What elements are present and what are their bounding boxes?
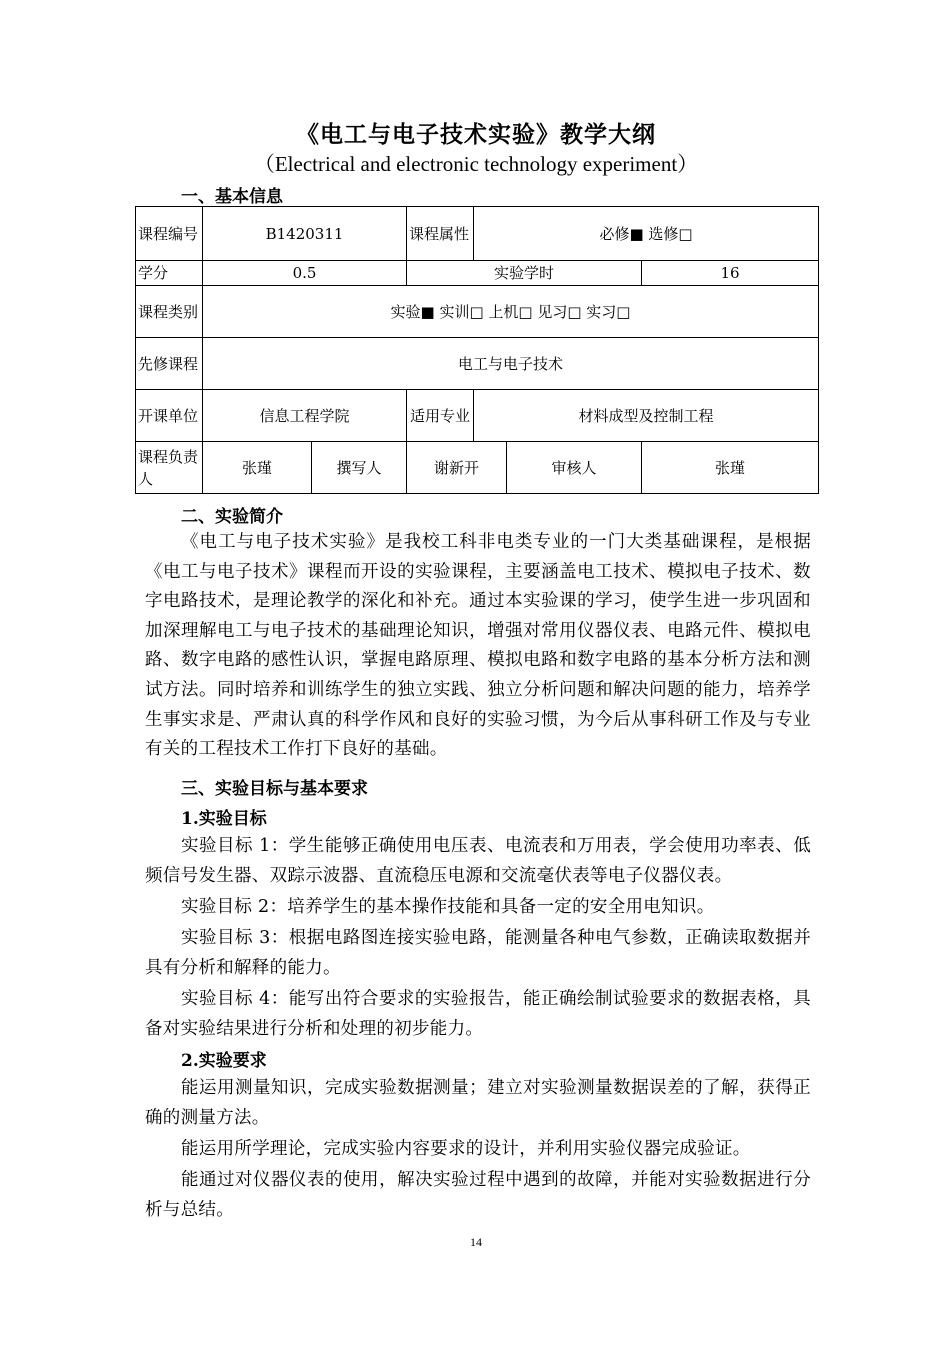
goal-4-paragraph: 实验目标 4：能写出符合要求的实验报告，能正确绘制试验要求的数据表格，具备对实验结果进行分析和处理的初步能力。 [145,989,811,1039]
document-title: 《电工与电子技术实验》教学大纲 [296,121,656,148]
credit-value: 0.5 [203,261,407,286]
owner-value: 张瑾 [203,442,312,494]
hours-label: 实验学时 [407,261,642,286]
goal-2-paragraph: 实验目标 2：培养学生的基本操作技能和具备一定的安全用电知识。 [181,897,715,917]
writer-label: 撰写人 [312,442,407,494]
requirements-subheading: 2.实验要求 [181,1051,267,1071]
basic-info-table [135,206,819,494]
owner-label: 课程负责人 [136,442,203,494]
section-basic-info-heading: 一、基本信息 [181,187,283,207]
writer-value: 谢新开 [407,442,507,494]
intro-paragraph: 《电工与电子技术实验》是我校工科非电类专业的一门大类基础课程，是根据《电工与电子技术》课程而开设的实验课程，主要涵盖电工技术、模拟电子技术、数字电路技术，是理论教学的深化和补充。通过本实验课的学习，使学生进一步巩固和加深理解电工与电子技术的基础理论知识，增强对常用仪器仪表、电路元件、模拟电路、数字电路的感性认识，掌握电路原理、模拟电路和数字电路的基本分析方法和测试方法。同时培养和训练学生的独立实践、独立分析问题和解决问题的能力，培养学生事实求是、严肃认真的科学作风和良好的实验习惯，为今后从事科研工作及与专业有关的工程技术工作打下良好的基础。 [145,532,811,760]
dept-label: 开课单位 [136,390,203,442]
course-attr-value: 必修■ 选修□ [474,207,819,261]
course-code-label: 课程编号 [136,207,203,261]
goal-1-paragraph: 实验目标 1：学生能够正确使用电压表、电流表和万用表，学会使用功率表、低频信号发生器、双踪示波器、直流稳压电源和交流毫伏表等电子仪器仪表。 [145,836,811,886]
document-subtitle: （Electrical and electronic technology experiment） [253,152,699,176]
prereq-label: 先修课程 [136,338,203,390]
requirement-3-paragraph: 能通过对仪器仪表的使用，解决实验过程中遇到的故障，并能对实验数据进行分析与总结。 [145,1170,811,1220]
reviewer-value: 张瑾 [642,442,819,494]
major-label: 适用专业 [407,390,474,442]
page-number: 14 [470,1235,482,1249]
goals-subheading: 1.实验目标 [181,809,267,829]
section-goals-heading: 三、实验目标与基本要求 [181,779,368,799]
reviewer-label: 审核人 [507,442,642,494]
major-value: 材料成型及控制工程 [474,390,819,442]
dept-value: 信息工程学院 [203,390,407,442]
hours-value: 16 [642,261,819,286]
requirement-1-paragraph: 能运用测量知识，完成实验数据测量；建立对实验测量数据误差的了解，获得正确的测量方法。 [145,1078,811,1128]
course-code-value: B1420311 [203,207,407,261]
section-intro-heading: 二、实验简介 [181,507,283,527]
credit-label: 学分 [136,261,203,286]
requirement-2-paragraph: 能运用所学理论，完成实验内容要求的设计，并利用实验仪器完成验证。 [181,1139,751,1159]
category-value: 实验■ 实训□ 上机□ 见习□ 实习□ [203,286,819,338]
course-attr-label: 课程属性 [407,207,474,261]
prereq-value: 电工与电子技术 [203,338,819,390]
category-label: 课程类别 [136,286,203,338]
goal-3-paragraph: 实验目标 3：根据电路图连接实验电路，能测量各种电气参数，正确读取数据并具有分析和解释的能力。 [145,928,811,978]
